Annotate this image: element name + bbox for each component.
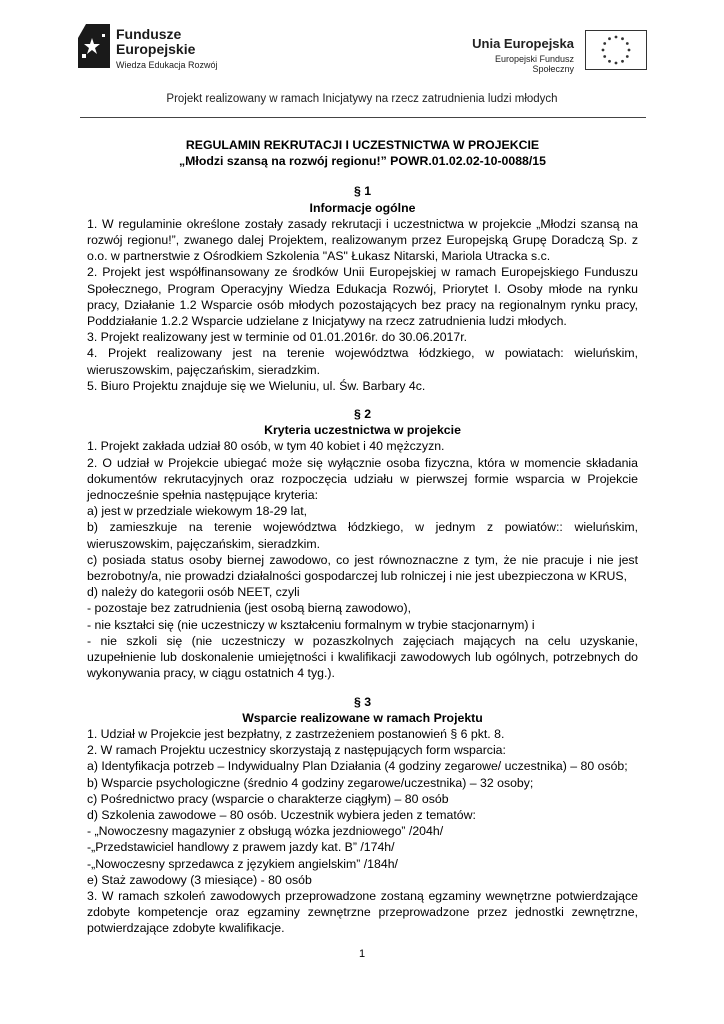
section-1-title: Informacje ogólne [309,200,416,215]
section-1-paragraph: 3. Projekt realizowany jest w terminie od 01.01.2016r. do 30.06.2017r. [87,330,468,345]
section-3-paragraph: c) Pośrednictwo pracy (wsparcie o charakterze ciągłym) – 80 osób [87,791,449,806]
document-title-line1: REGULAMIN REKRUTACJI I UCZESTNICTWA W PROJEKCIE [185,138,540,152]
section-3-paragraph: d) Szkolenia zawodowe – 80 osób. Uczestnik wybiera jeden z tematów: [87,807,476,822]
fundusze-europejskie-logo [78,24,228,74]
section-2-paragraph: - pozostaje bez zatrudnienia (jest osobą bierną zawodowo), [87,601,412,616]
section-1-paragraph: 5. Biuro Projektu znajduje się we Wieluniu, ul. Św. Barbary 4c. [87,378,426,393]
fundusze-europejskie-emblem-icon [78,24,110,68]
section-2-paragraph: d) należy do kategorii osób NEET, czyli [87,585,300,600]
header-divider [80,117,646,118]
section-3-paragraph: 1. Udział w Projekcie jest bezpłatny, z zastrzeżeniem postanowień § 6 pkt. 8. [87,726,505,741]
section-1-paragraph: 4. Projekt realizowany jest na terenie województwa łódzkiego, w powiatach: wieluńskim, wieruszowskim, pajęczańskim, sieradzkim. [87,346,638,377]
ue-logo-line1: Unia Europejska [472,36,574,51]
ue-logo-line2: Europejski Fundusz Społeczny [494,54,574,74]
fe-logo-line3: Wiedza Edukacja Rozwój [116,60,218,70]
section-1-paragraph: 1. W regulaminie określone zostały zasady rekrutacji i uczestnictwa w projekcie „Młodzi szansą na rozwój regionu!”, zwanego dalej Projektem, realizowanym przez Europejską Grupę Doradczą Sp. z o.o. w partnerstwie z Ośrodkiem Szkolenia "AS" Łukasz Nitarski, Mariola Utracka s.c. [87,216,638,264]
page-number: 1 [358,948,366,960]
section-2-paragraph: 2. O udział w Projekcie ubiegać może się wyłącznie osoba fizyczna, która w momencie składania dokumentów rekrutacyjnych oraz rozpoczęcia udziału w pierwszej formie wsparcia w Projekcie jednocześnie spełnia następujące kryteria: [87,455,638,503]
unia-europejska-logo [452,28,652,76]
page-header [0,0,724,125]
section-2-paragraph: - nie szkoli się (nie uczestniczy w pozaszkolnych zajęciach mających na celu uzyskanie, uzupełnienie lub doskonalenie umiejętności i kwalifikacji zawodowych lub ogólnych, potrzebnych do wykonywania pracy, w ciągu ostatnich 4 tyg.). [87,633,638,681]
document-title-line2: „Młodzi szansą na rozwój regionu!” POWR.01.02.02-10-0088/15 [179,154,546,169]
section-2-paragraph: b) zamieszkuje na terenie województwa łódzkiego, w jednym z powiatów:: wieluńskim, wieruszowskim, pajęczańskim, sieradzkim. [87,520,638,551]
section-2-number: § 2 [353,407,372,422]
section-2-paragraph: a) jest w przedziale wiekowym 18-29 lat, [87,504,308,519]
eu-flag-icon [585,30,647,70]
section-3-paragraph: 3. W ramach szkoleń zawodowych przeprowadzone zostaną egzaminy wewnętrzne potwierdzające zdobyte kompetencje oraz egzaminy zewnętrzne przeprowadzone przez jednostki zewnętrzne, potwierdzające zdobyte kwalifikacje. [87,888,638,936]
project-initiative-line: Projekt realizowany w ramach Inicjatywy na rzecz zatrudnienia ludzi młodych [166,93,558,105]
section-3-title: Wsparcie realizowane w ramach Projektu [242,710,483,725]
section-2-title: Kryteria uczestnictwa w projekcie [264,423,461,438]
section-2-paragraph: 1. Projekt zakłada udział 80 osób, w tym 40 kobiet i 40 mężczyzn. [87,439,445,454]
section-3-paragraph: 2. W ramach Projektu uczestnicy skorzystają z następujących form wsparcia: [87,743,506,758]
section-1-paragraph: 2. Projekt jest współfinansowany ze środków Unii Europejskiej w ramach Europejskiego Funduszu Społecznego, Program Operacyjny Wiedza Edukacja Rozwój, Priorytet I. Osoby młode na rynku pracy, Działanie 1.2 Wsparcie osób młodych pozostających bez pracy na regionalnym rynku pracy, Poddziałanie 1.2.2 Wsparcie udzielane z Inicjatywy na rzecz zatrudnienia ludzi młodych. [87,265,638,329]
section-3-paragraph: - „Nowoczesny magazynier z obsługą wózka jezdniowego” /204h/ [87,824,444,839]
section-1-number: § 1 [353,184,372,199]
section-2-paragraph: c) posiada status osoby biernej zawodowo, co jest równoznaczne z tym, że nie pracuje i nie jest bezrobotny/a, nie prowadzi działalności gospodarczej lub rolniczej i nie jest ubezpieczona w KRUS, [87,552,638,584]
section-3-paragraph: b) Wsparcie psychologiczne (średnio 4 godziny zegarowe/uczestnika) – 32 osoby; [87,775,534,790]
document-body [87,137,638,937]
section-3-number: § 3 [353,694,372,709]
fe-logo-line2: Europejskie [116,41,196,57]
section-3-paragraph: -„Nowoczesny sprzedawca z językiem angielskim” /184h/ [87,856,398,871]
section-3-paragraph: a) Identyfikacja potrzeb – Indywidualny Plan Działania (4 godziny zegarowe/ uczestnika) – 80 osób; [87,759,628,774]
fe-logo-line1: Fundusze [116,26,182,42]
section-2-paragraph: - nie kształci się (nie uczestniczy w kształceniu formalnym w trybie stacjonarnym) i [87,617,535,632]
section-3-paragraph: e) Staż zawodowy (3 miesiące) - 80 osób [87,872,312,887]
section-3-paragraph: -„Przedstawiciel handlowy z prawem jazdy kat. B” /174h/ [87,840,395,855]
